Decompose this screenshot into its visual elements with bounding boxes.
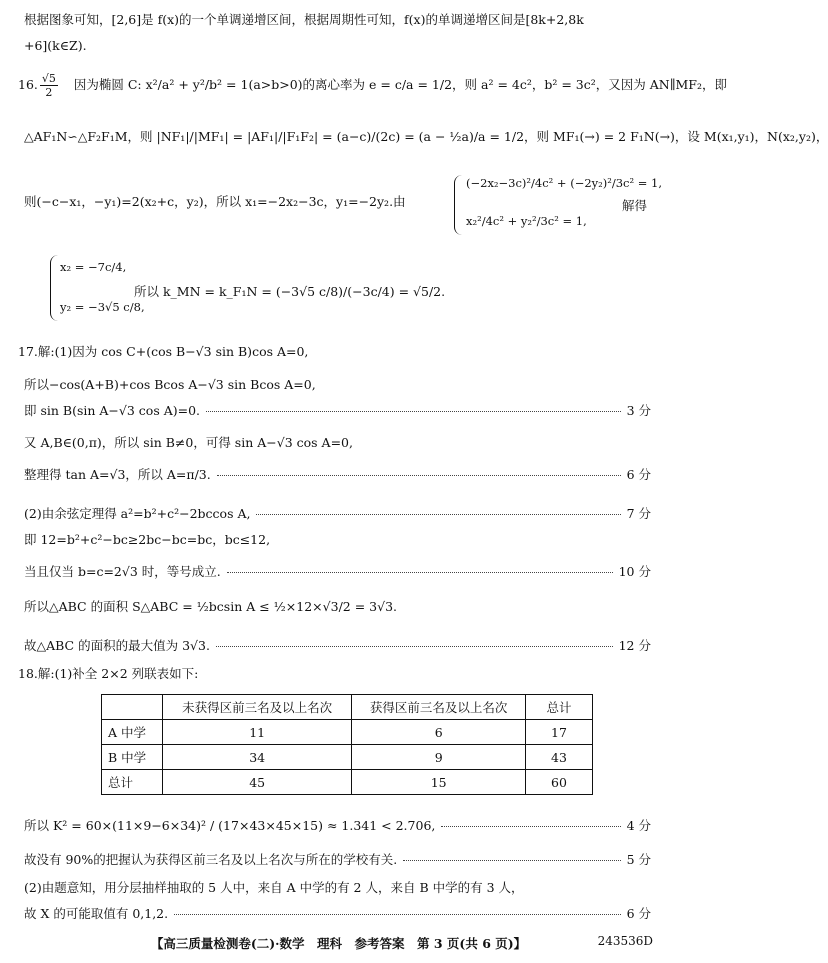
score: 10 分 <box>618 564 651 579</box>
table-row <box>102 720 593 745</box>
system-brace <box>454 175 463 235</box>
system-eq2: x₂²/4c² + y₂²/3c² = 1, <box>466 214 587 228</box>
text-line: 根据图象可知，[2,6]是 f(x)的一个单调递增区间，根据周期性可知，f(x)的单调递增区间是[8k+2,8k <box>24 12 584 27</box>
q18-line1: 18.解:(1)补全 2×2 列联表如下: <box>18 666 199 681</box>
table-cell: 15 <box>352 770 526 795</box>
page-footer: 【高三质量检测卷(二)·数学 理科 参考答案 第 3 页(共 6 页)】 <box>150 936 527 951</box>
q16-number: 16. <box>18 77 38 92</box>
q17-line7: 即 12=b²+c²−bc≥2bc−bc=bc，bc≤12, <box>24 532 271 547</box>
table-cell: 总计 <box>102 770 163 795</box>
q17-line8: 当且仅当 b=c=2√3 时，等号成立. 10 分 <box>24 564 651 579</box>
score: 6 分 <box>626 906 651 921</box>
q17-line1: 17.解:(1)因为 cos C+(cos B−√3 sin B)cos A=0, <box>18 344 309 359</box>
score: 3 分 <box>626 403 651 418</box>
q17-line9: 所以△ABC 的面积 S△ABC = ½bcsin A ≤ ½×12×√3/2 = 3√3. <box>24 599 397 614</box>
table-header-cell <box>102 695 163 720</box>
solve-label: 解得 <box>622 198 648 213</box>
q16-line2: △AF₁N∽△F₂F₁M，则 |NF₁|/|MF₁| = |AF₁|/|F₁F₂| = (a−c)/(2c) = (a − ½a)/a = 1/2，则 MF₁(→) = 2 F₁N(→)，设 M(x₁,y₁)，N(x₂,y₂)， <box>24 129 828 144</box>
system-eq1: (−2x₂−3c)²/4c² + (−2y₂)²/3c² = 1, <box>466 176 663 190</box>
table-header-cell: 未获得区前三名及以上名次 <box>163 695 352 720</box>
q18-x-values: 故 X 的可能取值有 0,1,2. 6 分 <box>24 906 651 921</box>
contingency-table <box>101 694 593 795</box>
score: 7 分 <box>626 506 651 521</box>
q16-answer: $\frac{√5}{2}$ <box>41 72 56 99</box>
table-cell: A 中学 <box>102 720 163 745</box>
slope-result: 所以 k_MN = k_F₁N = (−3√5 c/8)/(−3c/4) = √5/2. <box>134 284 446 299</box>
table-cell: 6 <box>352 720 526 745</box>
table-cell: 60 <box>526 770 593 795</box>
score: 12 分 <box>618 638 651 653</box>
table-cell: 9 <box>352 745 526 770</box>
solution-x2: x₂ = −7c/4, <box>60 260 127 274</box>
table-header-cell: 总计 <box>526 695 593 720</box>
table-row <box>102 745 593 770</box>
q18-conclusion: 故没有 90%的把握认为获得区前三名及以上名次与所在的学校有关. 5 分 <box>24 852 651 867</box>
solution-y2: y₂ = −3√5 c/8, <box>60 300 145 314</box>
score: 4 分 <box>626 818 651 833</box>
table-cell: 17 <box>526 720 593 745</box>
table-cell: 11 <box>163 720 352 745</box>
q16-text: 因为椭圆 C: x²/a² + y²/b² = 1(a>b>0)的离心率为 e = c/a = 1/2，则 a² = 4c²，b² = 3c²，又因为 AN∥MF₂，即 <box>73 77 727 92</box>
table-cell: B 中学 <box>102 745 163 770</box>
table-cell: 43 <box>526 745 593 770</box>
q18-part2: (2)由题意知，用分层抽样抽取的 5 人中，来自 A 中学的有 2 人，来自 B 中学的有 3 人， <box>24 880 524 895</box>
text-line: +6](k∈Z). <box>24 38 87 53</box>
q17-line10: 故△ABC 的面积的最大值为 3√3. 12 分 <box>24 638 651 653</box>
table-cell: 45 <box>163 770 352 795</box>
table-cell: 34 <box>163 745 352 770</box>
q17-line3: 即 sin B(sin A−√3 cos A)=0. 3 分 <box>24 403 651 418</box>
q16-line3: 则(−c−x₁，−y₁)=2(x₂+c，y₂)，所以 x₁=−2x₂−3c，y₁=−2y₂.由 <box>24 194 406 209</box>
q17-line4: 又 A,B∈(0,π)，所以 sin B≠0，可得 sin A−√3 cos A=0, <box>24 435 353 450</box>
q16-line1 <box>18 72 727 99</box>
score: 6 分 <box>626 467 651 482</box>
q17-line5: 整理得 tan A=√3，所以 A=π/3. 6 分 <box>24 467 651 482</box>
q17-line2: 所以−cos(A+B)+cos Bcos A−√3 sin Bcos A=0, <box>24 377 316 392</box>
solution-brace <box>50 255 59 321</box>
score: 5 分 <box>626 852 651 867</box>
q17-line6: (2)由余弦定理得 a²=b²+c²−2bccos A, 7 分 <box>24 506 651 521</box>
table-row <box>102 770 593 795</box>
doc-code: 243536D <box>597 934 653 948</box>
table-header-row <box>102 695 593 720</box>
q18-k2-line: 所以 K² = 60×(11×9−6×34)² / (17×43×45×15) ≈ 1.341 < 2.706, 4 分 <box>24 818 651 833</box>
table-header-cell: 获得区前三名及以上名次 <box>352 695 526 720</box>
